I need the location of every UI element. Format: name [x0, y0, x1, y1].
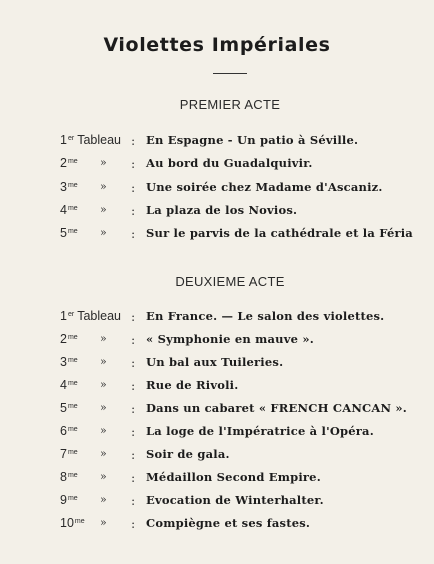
tableau-ordinal-suffix: me: [67, 228, 78, 236]
tableau-ordinal-suffix: me: [67, 204, 78, 212]
separator-colon: :: [131, 401, 136, 416]
tableau-number-value: 2: [60, 332, 67, 346]
act2-heading: DEUXIEME ACTE: [175, 274, 285, 289]
tableau-number: [60, 470, 78, 484]
tableau-ordinal-suffix: er: [67, 135, 75, 142]
tableau-ordinal-suffix: me: [67, 181, 78, 189]
ditto-mark: »: [100, 470, 107, 483]
ditto-mark: »: [100, 156, 107, 170]
separator-colon: :: [131, 332, 136, 347]
tableau-number-value: 7: [60, 447, 67, 461]
separator-colon: :: [131, 179, 136, 195]
tableau-description: La loge de l'Impératrice à l'Opéra.: [146, 424, 374, 438]
separator-colon: :: [131, 378, 136, 393]
separator-colon: :: [131, 447, 136, 462]
tableau-ordinal-suffix: me: [67, 334, 78, 341]
tableau-description: En Espagne - Un patio à Séville.: [146, 133, 359, 147]
tableau-number: [60, 133, 121, 147]
ditto-mark: »: [100, 355, 107, 368]
ditto-mark: »: [100, 332, 107, 345]
tableau-number-value: 5: [60, 401, 67, 415]
ditto-mark: »: [100, 424, 107, 437]
tableau-ordinal-suffix: me: [67, 403, 78, 410]
tableau-description: Evocation de Winterhalter.: [146, 493, 324, 507]
separator-colon: :: [131, 226, 136, 242]
ditto-mark: »: [100, 226, 107, 240]
tableau-number-value: 1: [60, 133, 67, 147]
tableau-number: [60, 332, 78, 346]
separator-colon: :: [131, 202, 136, 218]
tableau-description: Une soirée chez Madame d'Ascaniz.: [146, 179, 383, 194]
tableau-description: Dans un cabaret « FRENCH CANCAN ».: [146, 401, 408, 415]
tableau-ordinal-suffix: me: [67, 380, 78, 387]
tableau-description: Médaillon Second Empire.: [146, 470, 321, 484]
tableau-number-value: 5: [60, 226, 67, 241]
tableau-description: Un bal aux Tuileries.: [146, 355, 284, 369]
tableau-number-value: 3: [60, 355, 67, 369]
tableau-number: [60, 355, 78, 369]
tableau-number-value: 6: [60, 424, 67, 438]
tableau-number-value: 9: [60, 493, 67, 507]
page-title: Violettes Impériales: [103, 34, 331, 56]
ditto-mark: »: [100, 516, 107, 529]
tableau-number: [60, 203, 78, 217]
tableau-number-value: 8: [60, 470, 67, 484]
tableau-number: [60, 447, 78, 461]
ditto-mark: »: [100, 378, 107, 391]
tableau-description: Sur le parvis de la cathédrale et la Féria: [146, 226, 413, 241]
tableau-number-value: 10: [60, 516, 74, 530]
tableau-number: [60, 493, 78, 507]
separator-colon: :: [131, 516, 136, 531]
tableau-description: Au bord du Guadalquivir.: [146, 156, 313, 171]
tableau-number-value: 4: [60, 378, 67, 392]
tableau-ordinal-suffix: er: [67, 311, 75, 318]
tableau-ordinal-suffix: me: [67, 449, 78, 456]
tableau-number: [60, 424, 78, 438]
tableau-ordinal-suffix: me: [67, 158, 78, 166]
tableau-ordinal-suffix: me: [67, 472, 78, 479]
separator-colon: :: [131, 470, 136, 485]
tableau-description: « Symphonie en mauve ».: [146, 332, 314, 346]
tableau-description: Rue de Rivoli.: [146, 378, 239, 392]
tableau-number-value: 4: [60, 202, 67, 217]
act1-heading: PREMIER ACTE: [179, 97, 281, 112]
tableau-ordinal-suffix: me: [67, 426, 78, 433]
tableau-number: [60, 226, 78, 240]
separator-colon: :: [131, 133, 136, 148]
separator-colon: :: [131, 424, 136, 439]
separator-colon: :: [131, 493, 136, 508]
tableau-number-value: 3: [60, 179, 67, 194]
tableau-number-value: 2: [60, 156, 67, 171]
tableau-description: La plaza de los Novios.: [146, 202, 298, 217]
title-divider: [213, 73, 247, 74]
tableau-number: [60, 401, 78, 415]
separator-colon: :: [131, 355, 136, 370]
separator-colon: :: [131, 156, 136, 172]
ditto-mark: »: [100, 179, 107, 193]
tableau-ordinal-suffix: me: [74, 518, 85, 525]
tableau-number-value: 1: [60, 309, 67, 323]
tableau-ordinal-suffix: me: [67, 495, 78, 502]
tableau-number: [60, 180, 78, 194]
tableau-word: Tableau: [77, 309, 121, 323]
tableau-number: [60, 156, 78, 170]
tableau-description: Compiègne et ses fastes.: [146, 516, 311, 530]
tableau-word: Tableau: [77, 133, 121, 147]
ditto-mark: »: [100, 447, 107, 460]
tableau-number: [60, 309, 121, 323]
tableau-number: [60, 378, 78, 392]
ditto-mark: »: [100, 401, 107, 414]
tableau-description: Soir de gala.: [146, 447, 230, 461]
tableau-number: [60, 516, 85, 530]
separator-colon: :: [131, 309, 136, 324]
tableau-ordinal-suffix: me: [67, 357, 78, 364]
tableau-description: En France. — Le salon des violettes.: [146, 309, 385, 323]
ditto-mark: »: [100, 493, 107, 506]
ditto-mark: »: [100, 202, 107, 216]
